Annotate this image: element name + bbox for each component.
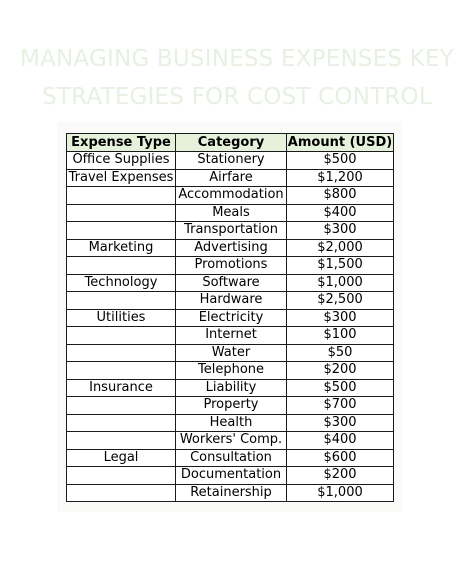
page-title-line-1: MANAGING BUSINESS EXPENSES KEY [20, 46, 454, 72]
category-cell: Advertising [176, 239, 287, 257]
table-row [67, 152, 394, 170]
table-row [67, 397, 394, 415]
table-header-row [67, 134, 394, 152]
amount-cell: $300 [287, 309, 394, 327]
expense-type-cell: Insurance [67, 379, 176, 397]
category-cell: Stationery [176, 152, 287, 170]
table-row [67, 222, 394, 240]
category-cell: Property [176, 397, 287, 415]
header-amount: Amount (USD) [287, 134, 393, 150]
category-cell: Airfare [176, 169, 287, 187]
expense-type-cell [67, 484, 176, 502]
category-cell: Telephone [176, 362, 287, 380]
table-row [67, 414, 394, 432]
table-row [67, 449, 394, 467]
expense-type-cell: Technology [67, 274, 176, 292]
category-cell: Retainership [176, 484, 287, 502]
category-cell: Accommodation [176, 187, 287, 205]
table-row [67, 484, 394, 502]
amount-cell: $100 [287, 327, 394, 345]
amount-cell: $300 [287, 222, 394, 240]
table-row [67, 344, 394, 362]
amount-cell: $2,500 [287, 292, 394, 310]
amount-cell: $50 [287, 344, 394, 362]
category-cell: Transportation [176, 222, 287, 240]
expense-type-cell [67, 414, 176, 432]
table-row [67, 362, 394, 380]
amount-cell: $1,000 [287, 484, 394, 502]
expense-type-cell [67, 222, 176, 240]
category-cell: Water [176, 344, 287, 362]
amount-cell: $500 [287, 379, 394, 397]
amount-cell: $400 [287, 432, 394, 450]
amount-cell: $300 [287, 414, 394, 432]
table-row [67, 187, 394, 205]
amount-cell: $800 [287, 187, 394, 205]
expense-type-cell [67, 362, 176, 380]
expense-type-cell: Utilities [67, 309, 176, 327]
expense-type-cell [67, 327, 176, 345]
table-row [67, 432, 394, 450]
amount-cell: $1,200 [287, 169, 394, 187]
expense-type-cell [67, 292, 176, 310]
table-row [67, 274, 394, 292]
table-row [67, 204, 394, 222]
amount-cell: $1,000 [287, 274, 394, 292]
table-row [67, 169, 394, 187]
header-category: Category [176, 134, 287, 152]
category-cell: Consultation [176, 449, 287, 467]
amount-cell: $2,000 [287, 239, 394, 257]
expense-type-cell [67, 432, 176, 450]
table-row [67, 467, 394, 485]
expense-type-cell: Travel Expenses [67, 169, 176, 187]
table-row [67, 379, 394, 397]
expense-type-cell [67, 204, 176, 222]
category-cell: Documentation [176, 467, 287, 485]
category-cell: Promotions [176, 257, 287, 275]
expense-type-cell [67, 187, 176, 205]
page-title [0, 40, 474, 116]
amount-cell: $500 [287, 152, 394, 170]
expense-type-cell [67, 344, 176, 362]
table-row [67, 239, 394, 257]
expense-type-cell: Marketing [67, 239, 176, 257]
category-cell: Workers' Comp. [176, 432, 287, 450]
header-expense-type: Expense Type [67, 134, 176, 152]
table-row [67, 309, 394, 327]
table-row [67, 257, 394, 275]
table-row [67, 327, 394, 345]
amount-cell: $1,500 [287, 257, 394, 275]
amount-cell: $700 [287, 397, 394, 415]
amount-cell: $600 [287, 449, 394, 467]
category-cell: Hardware [176, 292, 287, 310]
amount-cell: $200 [287, 467, 394, 485]
category-cell: Liability [176, 379, 287, 397]
table-row [67, 292, 394, 310]
expense-type-cell: Office Supplies [67, 152, 176, 170]
expense-type-cell [67, 397, 176, 415]
amount-cell: $400 [287, 204, 394, 222]
category-cell: Electricity [176, 309, 287, 327]
category-cell: Health [176, 414, 287, 432]
expenses-table [66, 133, 394, 502]
expense-type-cell [67, 467, 176, 485]
category-cell: Internet [176, 327, 287, 345]
page-title-line-2: STRATEGIES FOR COST CONTROL [42, 84, 432, 110]
amount-cell: $200 [287, 362, 394, 380]
expense-type-cell [67, 257, 176, 275]
category-cell: Software [176, 274, 287, 292]
category-cell: Meals [176, 204, 287, 222]
expense-type-cell: Legal [67, 449, 176, 467]
